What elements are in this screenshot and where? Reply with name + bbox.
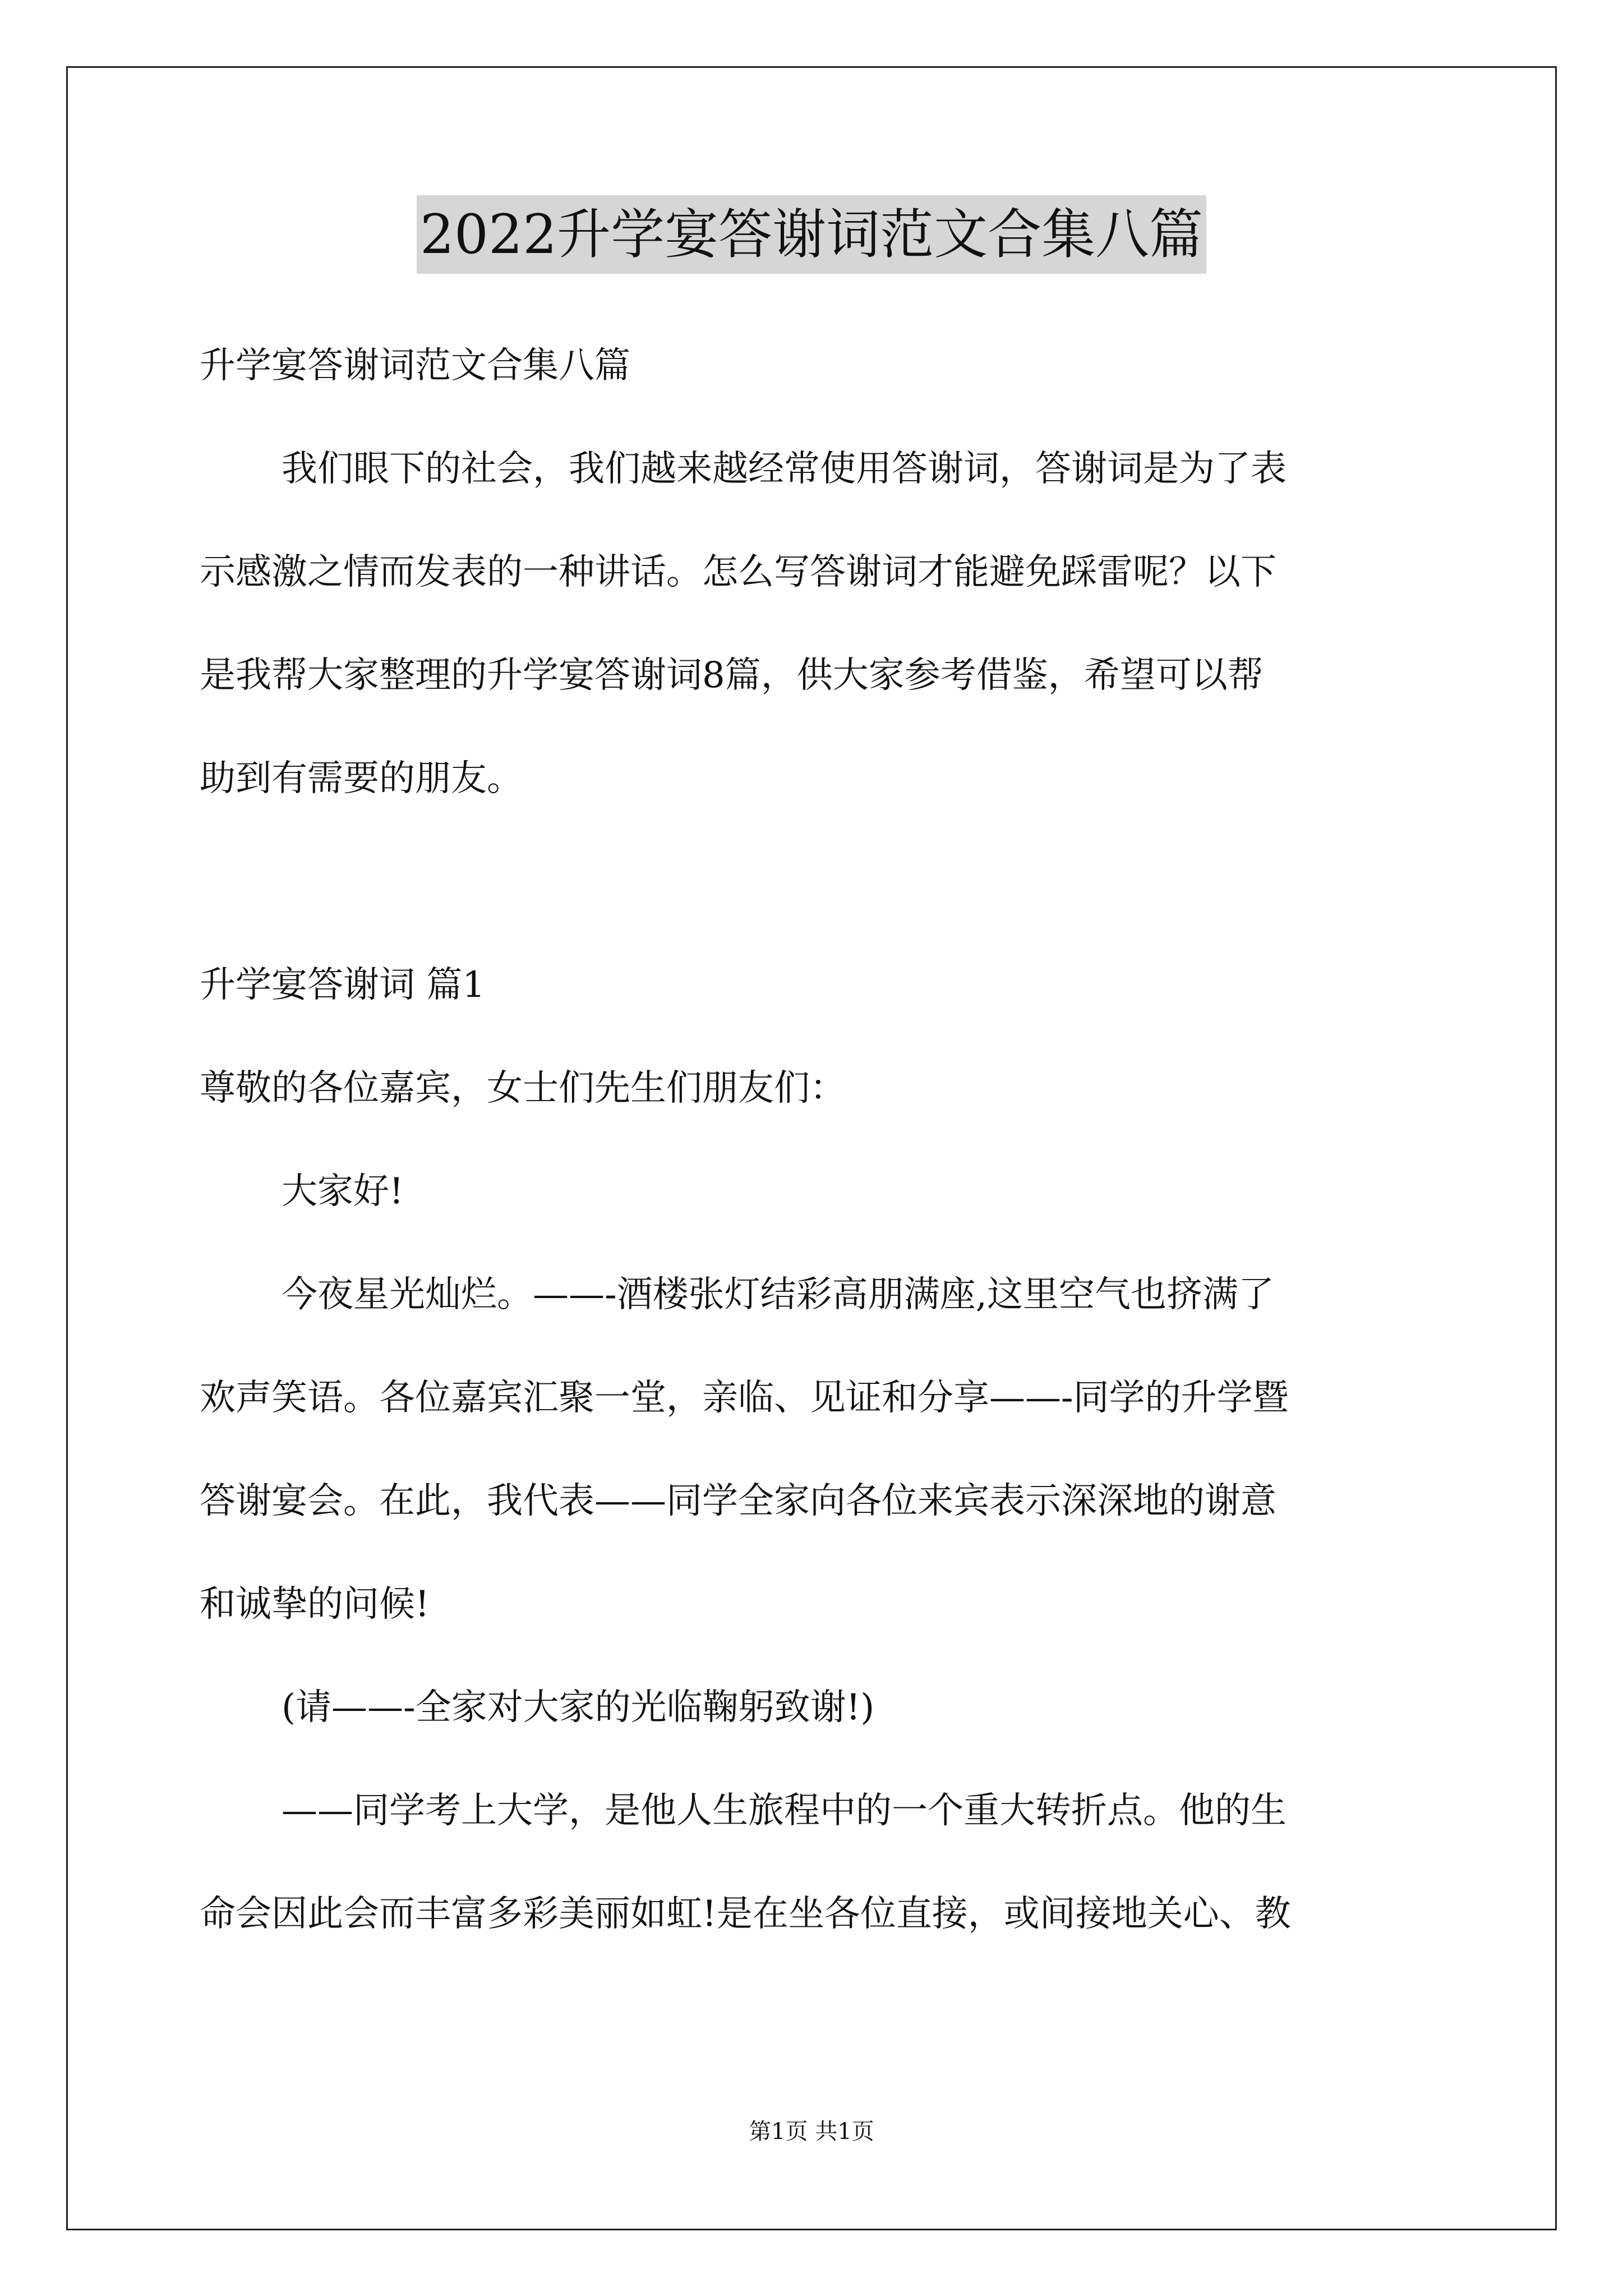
greeting: 大家好! [282, 1171, 404, 1212]
document-subtitle: 升学宴答谢词范文合集八篇 [200, 345, 630, 386]
document-body [200, 314, 1433, 1966]
document-title: 2022升学宴答谢词范文合集八篇 [417, 195, 1206, 274]
intro-line: 示感激之情而发表的一种讲话。怎么写答谢词才能避免踩雷呢？以下 [200, 551, 1276, 593]
paragraph-line: 和诚挚的问候! [200, 1584, 430, 1625]
paragraph-line: 欢声笑语。各位嘉宾汇聚一堂，亲临、见证和分享——-同学的升学暨 [200, 1377, 1289, 1419]
salutation: 尊敬的各位嘉宾，女士们先生们朋友们： [200, 1068, 846, 1109]
title-container [0, 195, 1623, 274]
blank-line [200, 830, 1433, 933]
intro-line: 我们眼下的社会，我们越来越经常使用答谢词，答谢词是为了表 [282, 448, 1287, 490]
intro-line: 助到有需要的朋友。 [200, 758, 523, 799]
paragraph-line: ——同学考上大学，是他人生旅程中的一个重大转折点。他的生 [282, 1790, 1287, 1832]
section-heading: 升学宴答谢词 篇1 [200, 964, 486, 1006]
page-footer: 第1页 共1页 [749, 2119, 874, 2145]
intro-line: 是我帮大家整理的升学宴答谢词8篇，供大家参考借鉴，希望可以帮 [200, 655, 1264, 696]
paragraph-line: 答谢宴会。在此，我代表——同学全家向各位来宾表示深深地的谢意 [200, 1480, 1276, 1522]
paragraph-line: 命会因此会而丰富多彩美丽如虹!是在坐各位直接，或间接地关心、教 [200, 1893, 1291, 1935]
paragraph-line: (请——-全家对大家的光临鞠躬致谢!) [282, 1687, 875, 1728]
paragraph-line: 今夜星光灿烂。——-酒楼张灯结彩高朋满座,这里空气也挤满了 [282, 1274, 1274, 1315]
